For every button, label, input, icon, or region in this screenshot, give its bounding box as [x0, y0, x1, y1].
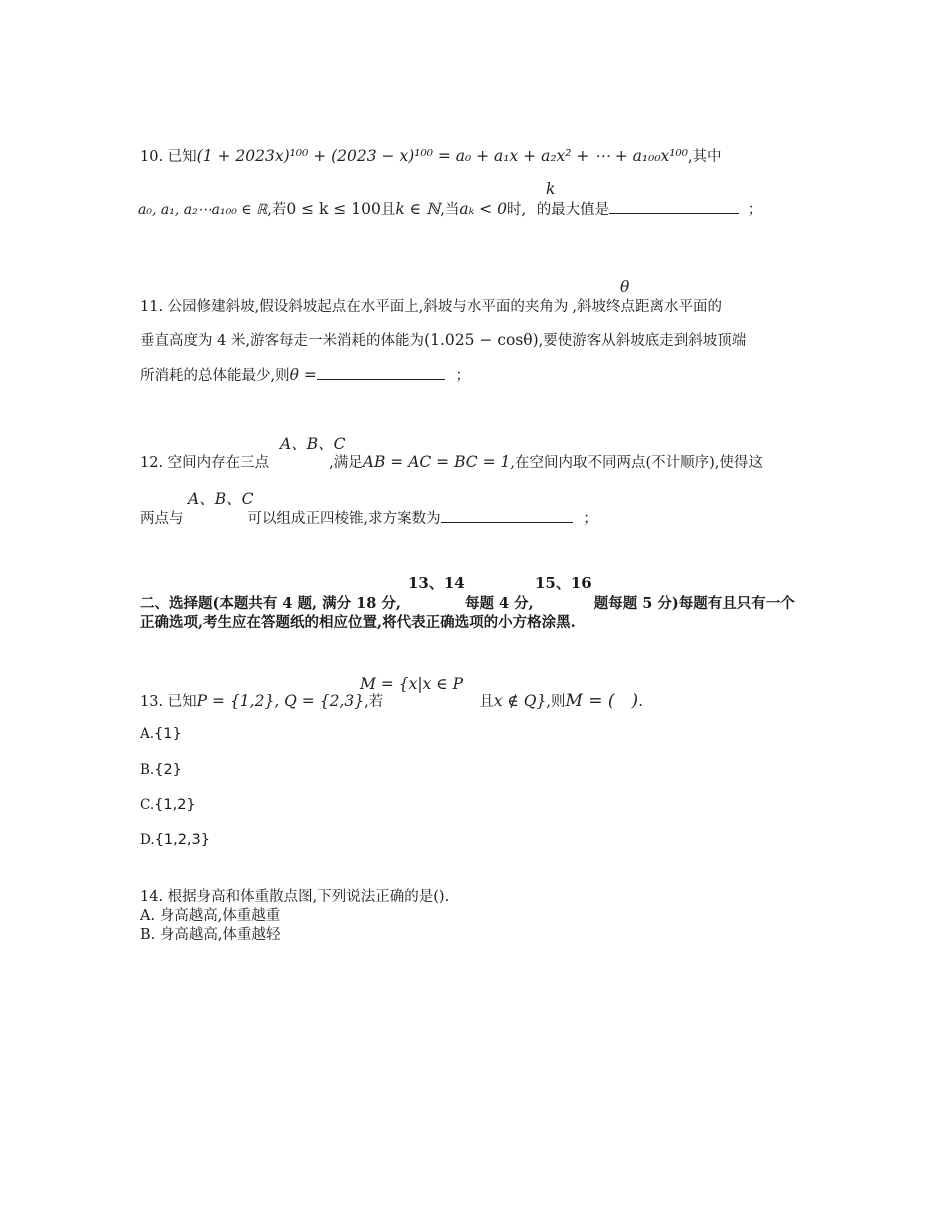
section2-above-1: 13、14: [408, 574, 465, 592]
q13-option-a[interactable]: [140, 726, 182, 742]
q10-intro: 已知: [167, 149, 197, 165]
q10-formula: (1 + 2023x)¹⁰⁰ + (2023 − x)¹⁰⁰ = a₀ + a₁x + a₂x² + ⋯ + a₁₀₀x¹⁰⁰: [196, 147, 688, 165]
q13-option-a-label: A.: [140, 726, 155, 742]
q11-line1: [140, 295, 722, 316]
q11-expr: (1.025 − cosθ): [424, 331, 539, 349]
q10-answer-blank[interactable]: [609, 199, 739, 214]
q13-ask: M = ( ): [565, 691, 639, 711]
q13-option-c-label: C.: [140, 797, 155, 813]
q13-and: 且: [479, 694, 494, 710]
q11-theta-above: θ: [620, 278, 630, 296]
q10-cond2: k ∈ ℕ: [395, 200, 441, 218]
q11-text2a: 垂直高度为 4 米,游客每走一米消耗的体能为: [140, 333, 425, 349]
q12-line1: [140, 451, 763, 472]
q13-line: [140, 690, 643, 711]
q11-text1b: ,斜坡终点距离水平面的: [572, 299, 722, 315]
q10-when: ,当: [440, 202, 460, 218]
q12-cond: AB = AC = BC = 1: [362, 453, 511, 471]
q13-option-a-value: {1}: [154, 726, 182, 742]
q11-text3a: 所消耗的总体能最少,则: [140, 368, 290, 384]
q13-number: 13. 已知: [140, 694, 197, 710]
q10-coeff-set: a₀, a₁, a₂⋯a₁₀₀ ∈ ℝ: [138, 202, 268, 218]
q13-option-c[interactable]: [140, 797, 196, 813]
q12-answer-blank[interactable]: [441, 508, 573, 523]
q13-if: ,若: [364, 694, 384, 710]
q10-and: 且: [380, 202, 396, 218]
q13-then: ,则: [546, 694, 566, 710]
q12-text2b: 可以组成正四棱锥,求方案数为: [247, 511, 441, 527]
q11-line2: [140, 329, 746, 350]
section2-above-2: 15、16: [535, 574, 592, 592]
q14-option-a[interactable]: A. 身高越高,体重越重: [140, 908, 281, 924]
section2-line1: [140, 592, 795, 613]
q12-text1c: ,在空间内取不同两点(不计顺序),使得这: [510, 455, 763, 471]
q12-line2: [140, 507, 598, 528]
q11-answer-blank[interactable]: [317, 365, 445, 380]
section2-text1a: 二、选择题(本题共有 4 题, 满分 18 分,: [140, 595, 401, 612]
q13-cond: x ∉ Q}: [493, 692, 547, 710]
q11-line3: [140, 364, 470, 385]
q10-line1: [140, 145, 722, 166]
q12-points-above: A、B、C: [280, 435, 346, 453]
q10-shi: 时,: [506, 202, 527, 218]
q10-number: 10.: [140, 149, 164, 165]
q11-semicolon: ；: [455, 368, 470, 384]
q14-option-b[interactable]: B. 身高越高,体重越轻: [140, 927, 281, 943]
q10-semicolon: ；: [747, 202, 763, 218]
q10-cond1: 0 ≤ k ≤ 100: [286, 200, 381, 218]
q10-maxis: 的最大值是: [536, 202, 610, 218]
q13-option-b-label: B.: [140, 762, 155, 778]
q11-text1: 11. 公园修建斜坡,假设斜坡起点在水平面上,斜坡与水平面的夹角为: [140, 299, 569, 315]
q11-text2b: ,要使游客从斜坡底走到斜坡顶端: [538, 333, 747, 349]
q12-text2a: 两点与: [140, 511, 184, 527]
q12-points-above-2: A、B、C: [188, 490, 254, 508]
q13-option-d-label: D.: [140, 832, 155, 848]
q13-set-above: M = {x|x ∈ P: [360, 675, 464, 693]
q13-option-b[interactable]: [140, 762, 182, 778]
q10-line2: [138, 198, 762, 219]
q14-stem: 14. 根据身高和体重散点图,下列说法正确的是().: [140, 889, 450, 905]
q10-k-above: k: [546, 180, 556, 198]
q10-cond3: aₖ < 0: [459, 200, 507, 218]
section2-text1b: 每题 4 分,: [464, 595, 534, 612]
q10-if: ,若: [267, 202, 287, 218]
q12-text1a: 12. 空间内存在三点: [140, 455, 270, 471]
q11-theta-eq: θ =: [289, 366, 317, 384]
q13-option-d-value: {1,2,3}: [154, 832, 210, 848]
section2-text1c: 题每题 5 分)每题有且只有一个: [593, 595, 795, 612]
q12-text1b: ,满足: [329, 455, 363, 471]
q12-semicolon: ；: [583, 511, 598, 527]
q10-tail: ,其中: [687, 149, 722, 165]
q13-sets: P = {1,2}, Q = {2,3}: [196, 692, 365, 710]
q13-option-c-value: {1,2}: [154, 797, 196, 813]
q13-option-b-value: {2}: [154, 762, 182, 778]
q13-period: .: [638, 694, 643, 710]
section2-line2: 正确选项,考生应在答题纸的相应位置,将代表正确选项的小方格涂黑.: [140, 614, 576, 631]
q13-option-d[interactable]: [140, 832, 210, 848]
